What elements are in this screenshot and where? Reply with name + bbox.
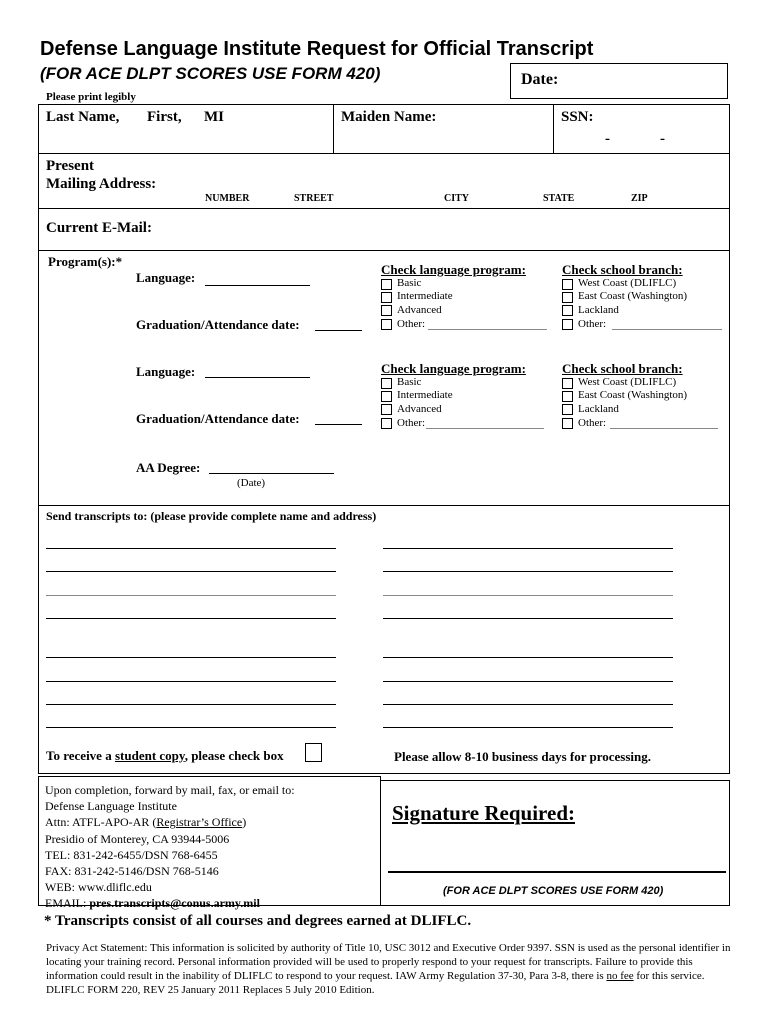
program2-basic-checkbox[interactable] [381, 378, 392, 389]
signature-line[interactable] [388, 871, 726, 873]
program2-branch-other-label: Other: [578, 417, 607, 429]
program1-lackland-checkbox[interactable] [562, 305, 573, 316]
contact-line-forward: Upon completion, forward by mail, fax, or email to: [45, 783, 295, 797]
program1-basic-checkbox[interactable] [381, 279, 392, 290]
check-branch-heading-2: Check school branch: [562, 361, 683, 376]
check-language-heading-2: Check language program: [381, 361, 526, 376]
program1-east-coast-checkbox[interactable] [562, 292, 573, 303]
language-2-label: Language: [136, 364, 196, 379]
contact-line-tel: TEL: 831-242-6455/DSN 768-6455 [45, 847, 218, 862]
send-line-right-1[interactable] [383, 548, 673, 549]
grad-date-1-label: Graduation/Attendance date: [136, 317, 300, 332]
program1-advanced-checkbox[interactable] [381, 305, 392, 316]
send-line-left-4[interactable] [46, 618, 336, 619]
aa-degree-label: AA Degree: [136, 460, 201, 475]
name-divider-1 [333, 105, 334, 153]
program2-basic-label: Basic [397, 376, 422, 388]
program1-other-label: Other: [397, 318, 426, 330]
contact-line-presidio: Presidio of Monterey, CA 93944-5006 [45, 831, 230, 846]
program2-west-coast-label: West Coast (DLIFLC) [578, 376, 677, 388]
programs-section-bottom [39, 505, 729, 506]
contact-line-email [45, 895, 295, 911]
program1-intermediate-checkbox[interactable] [381, 292, 392, 303]
email-row-bottom [39, 250, 729, 251]
aa-degree-date-label: (Date) [237, 477, 266, 489]
student-copy-prefix: To receive a [46, 748, 115, 763]
program1-west-coast-label: West Coast (DLIFLC) [578, 277, 677, 289]
print-legibly-note: Please print legibly [46, 91, 136, 103]
send-transcripts-label: Send transcripts to: (please provide complete name and address) [46, 509, 377, 523]
language-1-field[interactable] [205, 285, 310, 286]
send-line-right-2[interactable] [383, 571, 673, 572]
contact-line-fax: FAX: 831-242-5146/DSN 768-5146 [45, 864, 219, 879]
address-street-label: STREET [294, 193, 334, 204]
send-line-left-6[interactable] [46, 681, 336, 682]
send-line-right-4[interactable] [383, 618, 673, 619]
send-line-left-2[interactable] [46, 571, 336, 572]
contact-line-institute: Defense Language Institute [45, 799, 177, 814]
language-1-label: Language: [136, 270, 196, 285]
contact-line-attn [45, 814, 295, 830]
send-line-right-3[interactable] [383, 595, 673, 596]
transcripts-footnote: * Transcripts consist of all courses and degrees earned at DLIFLC. [44, 913, 472, 929]
address-state-label: STATE [543, 193, 575, 204]
send-line-right-7[interactable] [383, 704, 673, 705]
privacy-part2: for this service. DLIFLC FORM 220, REV 25 January 2011 Replaces 5 July 2010 Edition. [46, 970, 705, 996]
send-line-left-8[interactable] [46, 727, 336, 728]
program2-lackland-checkbox[interactable] [562, 404, 573, 415]
program2-branch-other-checkbox[interactable] [562, 418, 573, 429]
mi-label: MI [204, 109, 224, 125]
date-label: Date: [521, 71, 559, 88]
program2-intermediate-label: Intermediate [397, 389, 453, 401]
check-language-heading-1: Check language program: [381, 262, 526, 277]
program1-branch-other-label: Other: [578, 318, 607, 330]
contact-info [45, 782, 295, 912]
privacy-statement [46, 941, 731, 997]
signature-form-note: (FOR ACE DLPT SCORES USE FORM 420) [443, 885, 664, 897]
student-copy-suffix: , please check box [184, 748, 284, 763]
maiden-name-label: Maiden Name: [341, 109, 437, 125]
check-branch-heading-1: Check school branch: [562, 262, 683, 277]
grad-date-2-label: Graduation/Attendance date: [136, 411, 300, 426]
form-main-box [38, 104, 730, 774]
send-line-left-1[interactable] [46, 548, 336, 549]
address-label-line2: Mailing Address: [46, 176, 157, 192]
send-line-left-7[interactable] [46, 704, 336, 705]
language-2-field[interactable] [205, 377, 310, 378]
program2-west-coast-checkbox[interactable] [562, 378, 573, 389]
name-divider-2 [553, 105, 554, 153]
attn-prefix: Attn: ATFL-APO-AR ( [45, 815, 157, 830]
send-line-right-6[interactable] [383, 681, 673, 682]
signature-required-label: Signature Required: [392, 801, 575, 825]
first-name-label: First, [147, 109, 182, 125]
address-city-label: CITY [444, 193, 470, 204]
student-copy-text [46, 748, 284, 764]
programs-label: Program(s):* [48, 254, 123, 269]
student-copy-checkbox[interactable] [305, 743, 322, 762]
ssn-label: SSN: [561, 109, 594, 125]
program1-advanced-label: Advanced [397, 304, 442, 316]
address-label-line1: Present [46, 158, 95, 174]
send-line-right-5[interactable] [383, 657, 673, 658]
program1-other-field[interactable] [428, 329, 547, 330]
program2-advanced-label: Advanced [397, 403, 442, 415]
address-row-bottom [39, 208, 729, 209]
program2-other-checkbox[interactable] [381, 418, 392, 429]
attn-suffix: ) [242, 815, 247, 830]
program2-east-coast-checkbox[interactable] [562, 391, 573, 402]
program1-basic-label: Basic [397, 277, 422, 289]
ssn-dash-1: - [605, 131, 610, 147]
program1-intermediate-label: Intermediate [397, 290, 453, 302]
program1-west-coast-checkbox[interactable] [562, 279, 573, 290]
program1-east-coast-label: East Coast (Washington) [578, 290, 688, 302]
program2-other-label: Other: [397, 417, 426, 429]
privacy-no-fee: no fee [606, 970, 634, 982]
grad-date-2-field[interactable] [315, 424, 362, 425]
send-line-left-5[interactable] [46, 657, 336, 658]
ssn-dash-2: - [660, 131, 665, 147]
name-row-bottom [39, 153, 729, 154]
program2-intermediate-checkbox[interactable] [381, 391, 392, 402]
program1-branch-other-field[interactable] [612, 329, 722, 330]
aa-degree-field[interactable] [209, 473, 334, 474]
program2-advanced-checkbox[interactable] [381, 404, 392, 415]
form-subtitle: (FOR ACE DLPT SCORES USE FORM 420) [40, 64, 381, 83]
processing-note: Please allow 8-10 business days for processing. [394, 749, 652, 764]
contact-line-web: WEB: www.dliflc.edu [45, 880, 152, 895]
date-box[interactable] [510, 63, 728, 99]
program1-lackland-label: Lackland [578, 304, 619, 316]
privacy-part1: Privacy Act Statement: This information is solicited by authority of Title 10, USC 3012 and Executive Order 9397. SSN is used as the personal identifier in locating your training record. Personal information provided will be used to properly respond to your request for transcripts. Failure to provide this information could result in the inability of DLIFLC to respond to your request. IAW Army Regulation 37-30, Para 3-8, there is [46, 942, 731, 982]
email-address[interactable]: pres.transcripts@conus.army.mil [89, 896, 260, 911]
student-copy-underlined: student copy [114, 748, 185, 763]
send-line-left-3[interactable] [46, 595, 336, 596]
program2-branch-other-field[interactable] [610, 428, 718, 429]
address-zip-label: ZIP [631, 193, 648, 204]
grad-date-1-field[interactable] [315, 330, 362, 331]
form-title: Defense Language Institute Request for Official Transcript [40, 38, 594, 60]
program2-east-coast-label: East Coast (Washington) [578, 389, 688, 401]
email-label: Current E-Mail: [46, 220, 152, 236]
attn-registrar: Registrar’s Office [156, 815, 243, 830]
send-line-right-8[interactable] [383, 727, 673, 728]
last-name-label: Last Name, [46, 109, 120, 125]
address-number-label: NUMBER [205, 193, 250, 204]
program2-lackland-label: Lackland [578, 403, 619, 415]
program1-branch-other-checkbox[interactable] [562, 319, 573, 330]
program1-other-checkbox[interactable] [381, 319, 392, 330]
email-prefix: EMAIL: [45, 896, 90, 911]
program2-other-field[interactable] [426, 428, 544, 429]
